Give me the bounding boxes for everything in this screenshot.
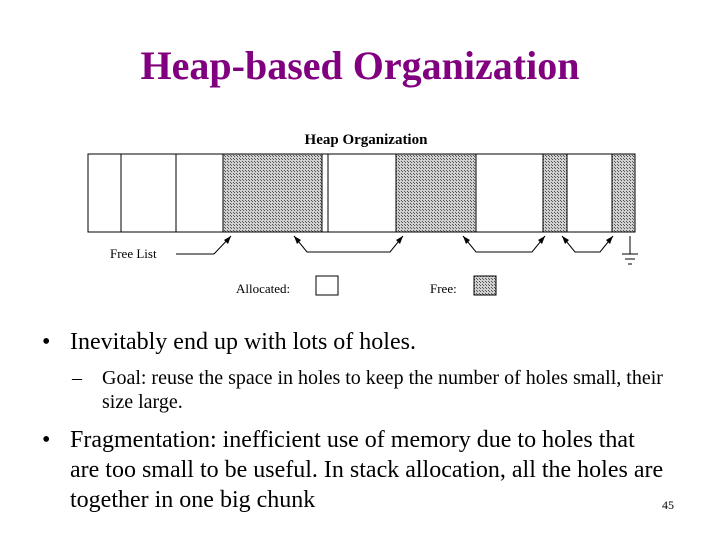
legend-allocated-label: Allocated: [236,281,291,296]
memory-block-allocated [121,154,176,232]
legend-free-label: Free: [430,281,457,296]
memory-block-free [396,154,476,232]
legend-free-swatch [474,276,496,295]
sub-bullet-marker: – [72,367,82,389]
memory-block-allocated [567,154,612,232]
page-number: 45 [662,498,674,512]
bullet-text: Inevitably end up with lots of holes. [70,329,416,355]
memory-block-allocated [322,154,328,232]
memory-block-allocated [176,154,223,232]
diagram-caption: Heap Organization [304,132,428,148]
legend-allocated-swatch [316,276,338,295]
arrowheads [224,236,613,244]
bullet-marker: • [42,427,51,453]
memory-block-free [223,154,322,232]
free-list-label: Free List [110,246,157,261]
memory-block-allocated [476,154,543,232]
bullet-text: Fragmentation: inefficient use of memory due to holes that are too small to be useful. In stack allocation, all the holes are together in one big chunk [70,427,664,513]
memory-block-allocated [88,154,121,232]
slide-title: Heap-based Organization [140,43,580,88]
memory-block-allocated [328,154,396,232]
memory-block-free [612,154,635,232]
bullet-marker: • [42,329,51,355]
memory-block-free [543,154,567,232]
sub-bullet-text: Goal: reuse the space in holes to keep the number of holes small, their size large. [102,367,663,413]
